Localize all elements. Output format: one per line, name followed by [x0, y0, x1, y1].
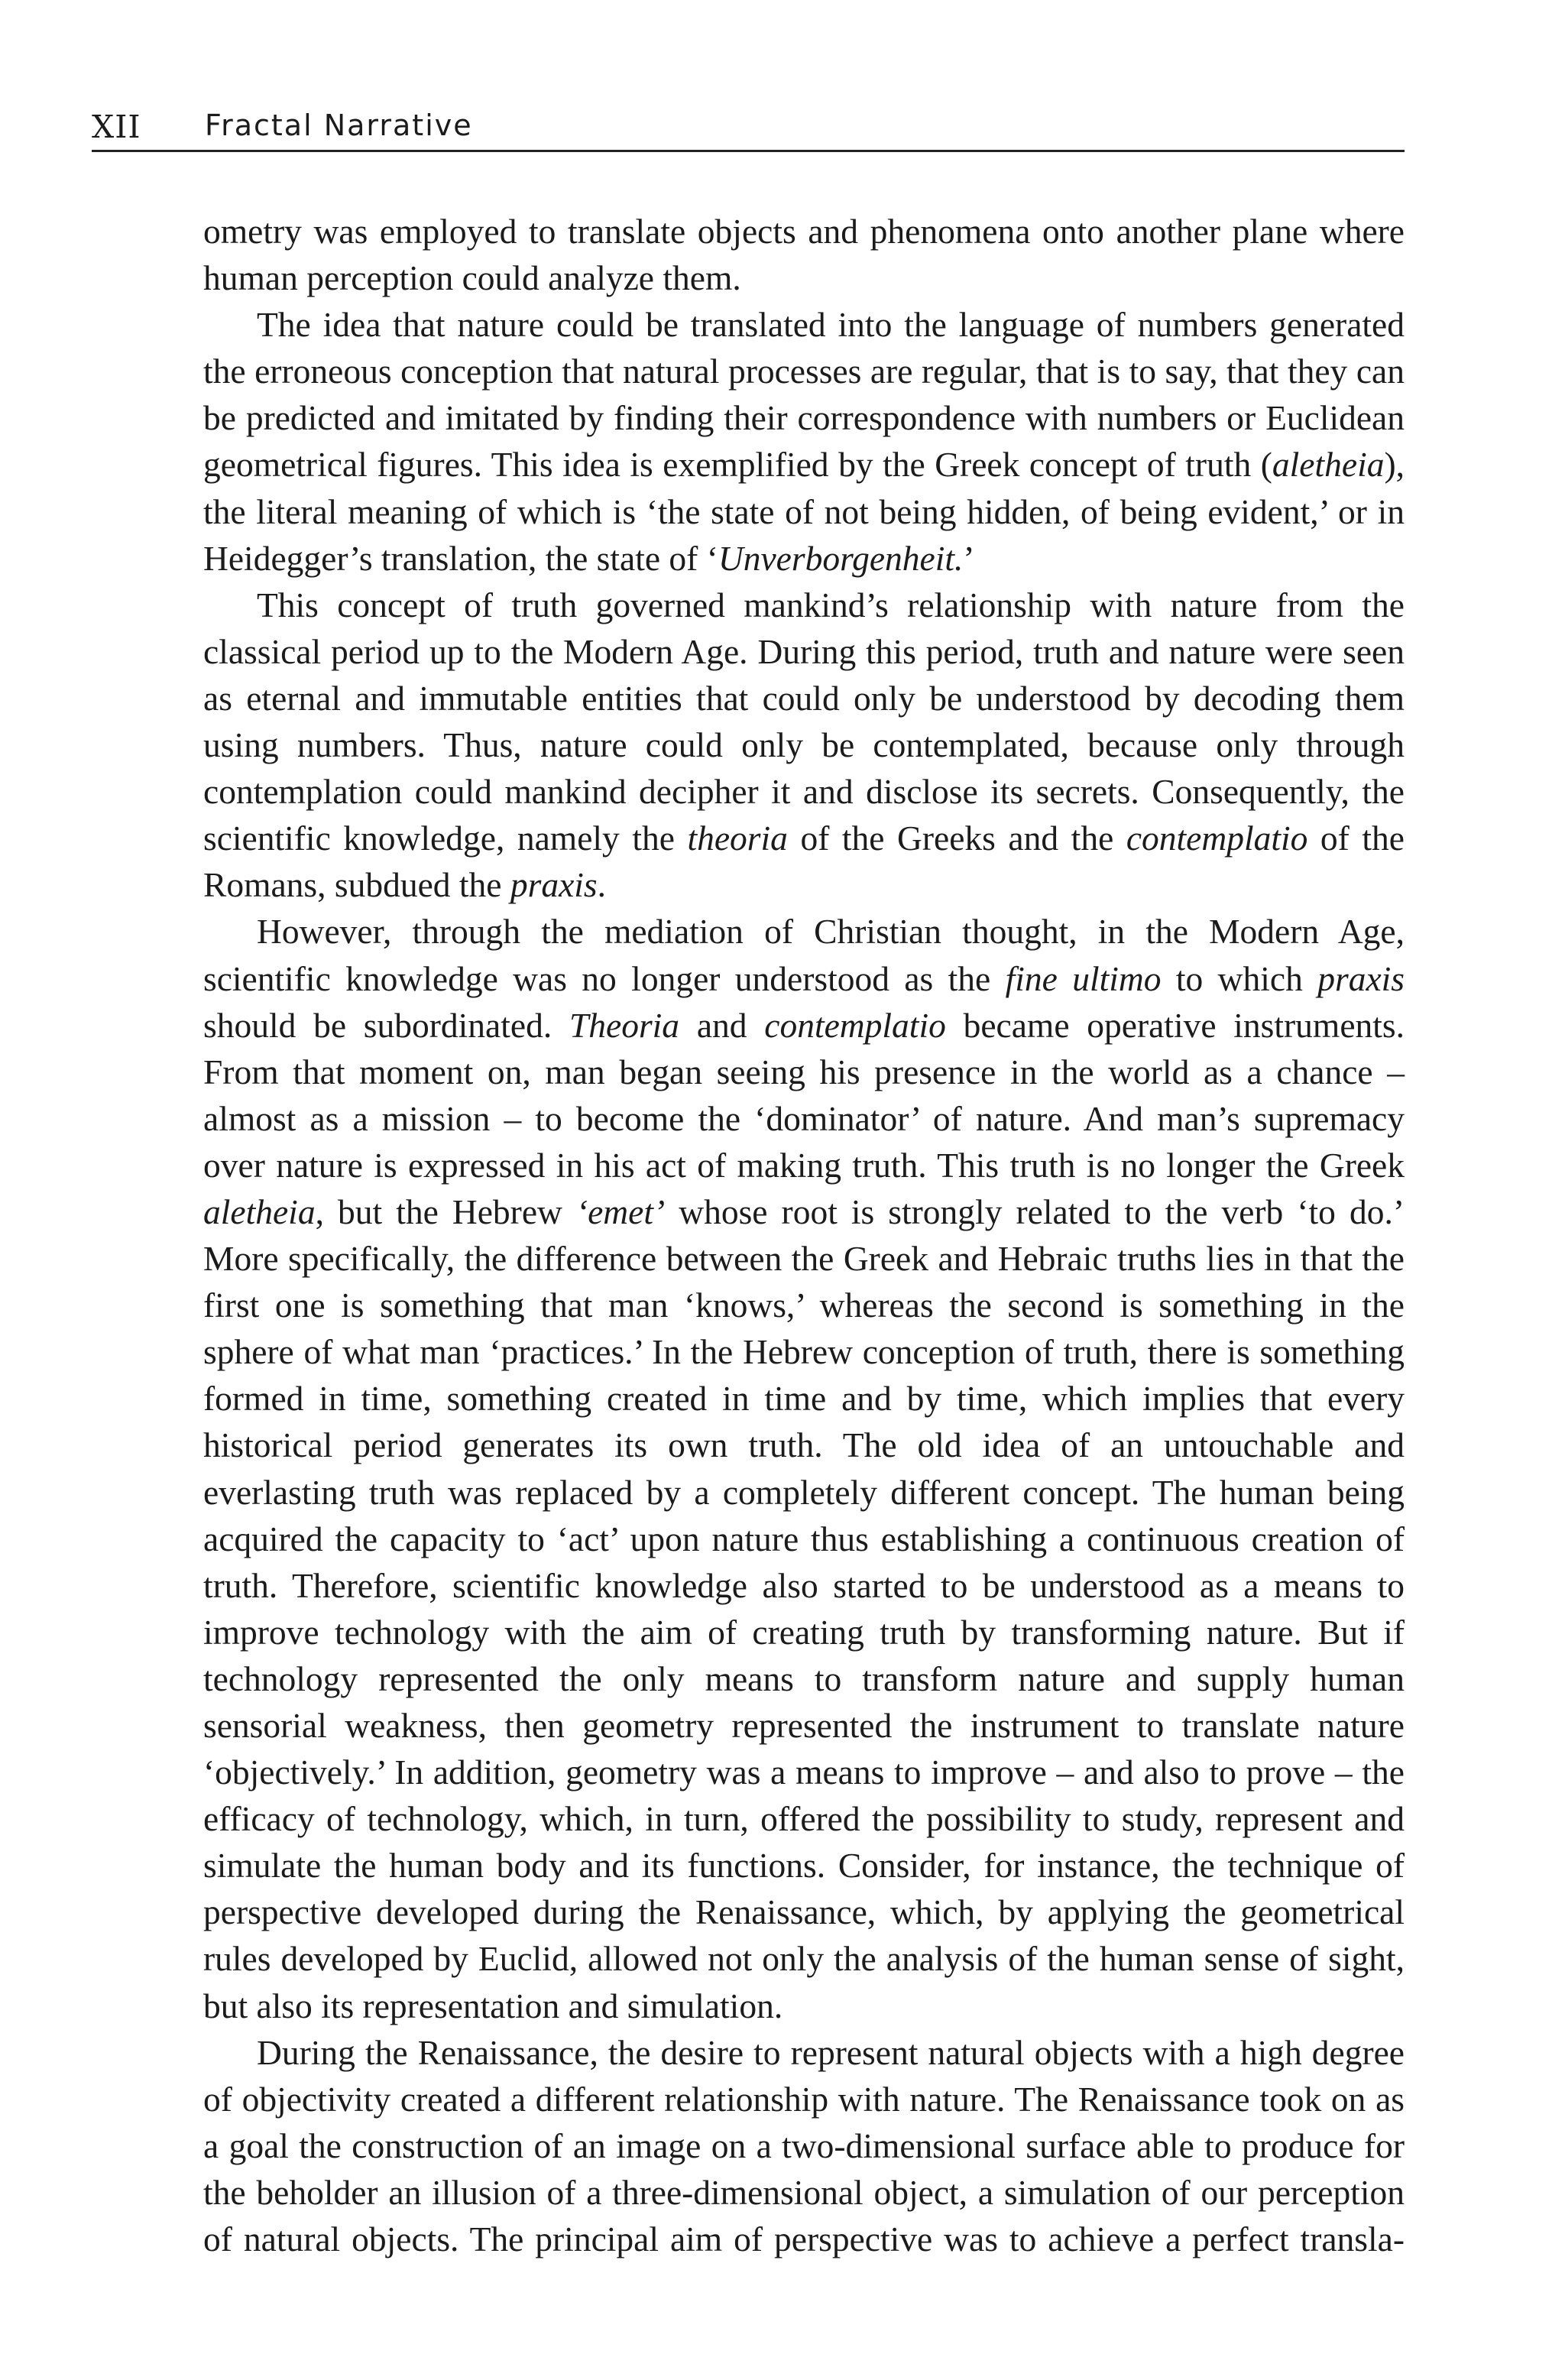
text-run: and — [679, 1005, 765, 1045]
running-head — [92, 99, 1405, 152]
page-number: XII — [92, 109, 141, 145]
text-run: This concept of truth governed mankind’s relationship with nature from the classical period up to the Modern Age. During this period, truth and nature were seen as eternal and immutable entities that could only be understood by decoding them using numbers. Thus, nature could only be contemplated, because only through contemplation could mankind decipher it and disclose its secrets. Consequently, the scientific knowledge, namely the — [203, 585, 1405, 858]
body-text — [203, 208, 1405, 2262]
italic-term: Theoria — [569, 1005, 680, 1045]
text-run: of the Greeks and the — [787, 819, 1126, 858]
italic-term: contemplatio — [764, 1005, 946, 1045]
text-run: of the Romans, subdued the — [203, 819, 1405, 905]
paragraph-1 — [203, 208, 1405, 301]
italic-term: praxis — [1317, 958, 1405, 998]
text-run: However, through the mediation of Christian thought, in the Modern Age, scientific knowledge was no longer understood as the — [203, 912, 1405, 998]
paragraph-5 — [203, 2029, 1405, 2262]
text-run: During the Renaissance, the desire to represent natural objects with a high degree of objectivity created a different relationship with nature. The Renaissance took on as a goal the construction of an image on a two-dimensional surface able to produce for the beholder an illusion of a three-dimensional object, a simulation of our perception of natural objects. The principal aim of perspective was to achieve a perfect transla- — [203, 2032, 1405, 2259]
paragraph-2 — [203, 301, 1405, 582]
italic-term: aletheia — [203, 1192, 316, 1231]
text-run: whose root is strongly related to the verb ‘to do.’ More specifically, the difference between the Greek and Hebraic truths lies in that the first one is something that man ‘knows,’ whereas the second is something in the sphere of what man ‘practices.’ In the Hebrew conception of truth, there is something formed in time, something created in time and by time, which implies that every historical period generates its own truth. The old idea of an untouchable and everlasting truth was replaced by a completely different concept. The human being acquired the capacity to ‘act’ upon nature thus establishing a continuous creation of truth. Therefore, scientific knowledge also started to be understood as a means to improve technology with the aim of creating truth by transforming nature. But if technology represented the only means to transform nature and supply human sensorial weakness, then geometry represented the instrument to translate nature ‘objectively.’ In addition, geometry was a means to improve – and also to prove – the efficacy of technology, which, in turn, offered the possibility to study, represent and simulate the human body and its functions. Consider, for instance, the technique of perspective developed during the Renaissance, which, by applying the geometrical rules developed by Euclid, allowed not only the analysis of the human sense of sight, but also its representation and simulation. — [203, 1192, 1405, 2025]
italic-term: aletheia — [1272, 445, 1385, 485]
text-run: ometry was employed to translate objects and phenomena onto another plane where human perception could analyze them. — [203, 212, 1405, 298]
italic-term: contemplatio — [1126, 819, 1308, 858]
italic-term: ‘emet’ — [575, 1192, 666, 1231]
paragraph-3 — [203, 582, 1405, 909]
text-run: ), the literal meaning of which is ‘the state of not being hidden, of being evident,’ or in Heidegger’s translation, the state of ‘ — [203, 445, 1405, 578]
text-run: The idea that nature could be translated into the language of numbers generated the erroneous conception that natural processes are regular, that is to say, that they can be predicted and imitated by finding their correspondence with numbers or Euclidean geometrical figures. This idea is exemplified by the Greek concept of truth ( — [203, 305, 1405, 485]
italic-term: praxis — [510, 865, 598, 905]
running-title: Fractal Narrative — [205, 109, 473, 142]
text-run: . — [597, 865, 607, 905]
text-run: to which — [1161, 958, 1318, 998]
paragraph-4 — [203, 908, 1405, 2028]
italic-term: theoria — [687, 819, 788, 858]
text-run: ’ — [963, 538, 975, 578]
text-run: should be subordinated. — [203, 1005, 569, 1045]
italic-term: fine ultimo — [1005, 958, 1162, 998]
text-run: became operative instruments. From that moment on, man began seeing his presence in the world as a chance – almost as a mission – to become the ‘dominator’ of nature. And man’s supremacy over nature is expressed in his act of making truth. This truth is no longer the Greek — [203, 1005, 1405, 1185]
italic-term: Unverborgenheit. — [718, 538, 964, 578]
text-run: , but the Hebrew — [315, 1192, 576, 1231]
